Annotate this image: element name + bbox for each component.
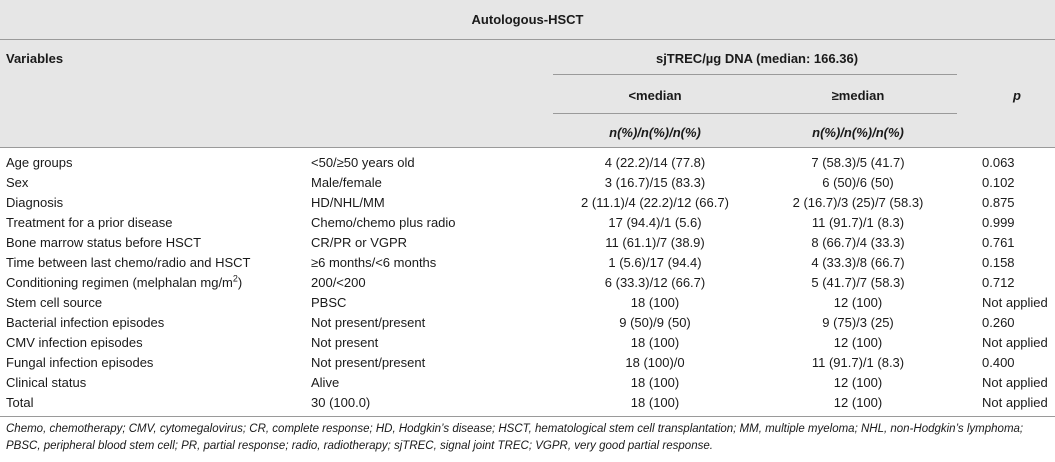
header-bottom-rule	[0, 147, 1055, 148]
cell-lt-median: 2 (11.1)/4 (22.2)/12 (66.7)	[581, 195, 729, 210]
header-group-rule	[553, 74, 957, 75]
cell-variable-text: Conditioning regimen (melphalan mg/m	[6, 275, 233, 290]
cell-ge-median: 12 (100)	[833, 375, 883, 390]
cell-ge-median: 9 (75)/3 (25)	[822, 315, 894, 330]
table-row	[0, 253, 1055, 273]
cell-lt-median: 18 (100)	[630, 375, 680, 390]
cell-category: ≥6 months/<6 months	[311, 255, 437, 270]
cell-ge-median: 11 (91.7)/1 (8.3)	[811, 215, 905, 230]
cell-category: Alive	[311, 375, 340, 390]
cell-category: PBSC	[311, 295, 347, 310]
cell-lt-median: 3 (16.7)/15 (83.3)	[604, 175, 706, 190]
cell-lt-median: 11 (61.1)/7 (38.9)	[605, 235, 705, 250]
cell-lt-median: 18 (100)	[630, 395, 680, 410]
cell-variable: Clinical status	[6, 375, 87, 390]
table-row	[0, 333, 1055, 353]
header-ge-median: ≥median	[831, 88, 885, 103]
cell-variable: Total	[6, 395, 34, 410]
cell-lt-median: 18 (100)	[630, 295, 680, 310]
cell-p: 0.875	[982, 195, 1015, 210]
table-title: Autologous-HSCT	[0, 0, 1055, 39]
cell-variable-end: )	[237, 275, 243, 290]
cell-category: HD/NHL/MM	[311, 195, 385, 210]
cell-ge-median: 2 (16.7)/3 (25)/7 (58.3)	[792, 195, 924, 210]
cell-category: <50/≥50 years old	[311, 155, 415, 170]
cell-variable: Sex	[6, 175, 29, 190]
cell-variable: Bacterial infection episodes	[6, 315, 165, 330]
table-row	[0, 353, 1055, 373]
cell-lt-median: 1 (5.6)/17 (94.4)	[608, 255, 702, 270]
header-lt-median: <median	[628, 88, 682, 103]
cell-p: 0.712	[982, 275, 1015, 290]
table-row	[0, 193, 1055, 213]
cell-p: 0.761	[982, 235, 1015, 250]
cell-lt-median: 9 (50)/9 (50)	[619, 315, 691, 330]
table-row	[0, 153, 1055, 173]
cell-lt-median: 18 (100)/0	[625, 355, 685, 370]
table-row	[0, 313, 1055, 333]
cell-variable: Fungal infection episodes	[6, 355, 154, 370]
header-p: p	[1013, 88, 1021, 103]
cell-variable: Stem cell source	[6, 295, 103, 310]
header-variables: Variables	[6, 51, 64, 66]
header-count-format-lt: n(%)/n(%)/n(%)	[609, 125, 701, 140]
cell-category: Not present	[311, 335, 379, 350]
cell-p: 0.999	[982, 215, 1015, 230]
cell-category: Chemo/chemo plus radio	[311, 215, 456, 230]
cell-lt-median: 17 (94.4)/1 (5.6)	[608, 215, 702, 230]
table-footnote: Chemo, chemotherapy; CMV, cytomegalovirus; CR, complete response; HD, Hodgkin’s disease; HSCT, hematological stem cell transplantation; MM, multiple myeloma; NHL, non-Hodgkin’s lymphoma; PBSC, peripheral blood stem cell; PR, partial response; radio, radiotherapy; sjTREC, signal joint TREC; VGPR, very good partial response.	[6, 423, 1024, 452]
header-sub-rule	[553, 113, 957, 114]
cell-p: Not applied	[982, 295, 1048, 310]
table-row	[0, 393, 1055, 413]
cell-ge-median: 6 (50)/6 (50)	[822, 175, 894, 190]
cell-ge-median: 12 (100)	[833, 395, 883, 410]
cell-variable: Time between last chemo/radio and HSCT	[6, 255, 251, 270]
cell-p: 0.400	[982, 355, 1015, 370]
cell-variable: Diagnosis	[6, 195, 64, 210]
table-bottom-rule	[0, 416, 1055, 417]
cell-variable	[6, 275, 242, 290]
cell-ge-median: 12 (100)	[833, 335, 883, 350]
header-group: sjTREC/µg DNA (median: 166.36)	[655, 51, 859, 66]
cell-variable: Age groups	[6, 155, 73, 170]
cell-ge-median: 11 (91.7)/1 (8.3)	[811, 355, 905, 370]
cell-category: Not present/present	[311, 355, 426, 370]
cell-ge-median: 12 (100)	[833, 295, 883, 310]
cell-category: 200/<200	[311, 275, 366, 290]
cell-variable: Bone marrow status before HSCT	[6, 235, 202, 250]
cell-category: CR/PR or VGPR	[311, 235, 408, 250]
cell-ge-median: 8 (66.7)/4 (33.3)	[811, 235, 905, 250]
cell-p: 0.063	[982, 155, 1015, 170]
cell-p: 0.260	[982, 315, 1015, 330]
cell-p: Not applied	[982, 335, 1048, 350]
cell-p: Not applied	[982, 395, 1048, 410]
cell-ge-median: 5 (41.7)/7 (58.3)	[811, 275, 905, 290]
table-row	[0, 173, 1055, 193]
table-header	[0, 39, 1055, 148]
cell-lt-median: 18 (100)	[630, 335, 680, 350]
cell-p: 0.102	[982, 175, 1015, 190]
cell-lt-median: 4 (22.2)/14 (77.8)	[604, 155, 706, 170]
cell-variable: CMV infection episodes	[6, 335, 143, 350]
cell-category: 30 (100.0)	[311, 395, 371, 410]
cell-ge-median: 4 (33.3)/8 (66.7)	[811, 255, 905, 270]
cell-category: Not present/present	[311, 315, 426, 330]
cell-ge-median: 7 (58.3)/5 (41.7)	[811, 155, 905, 170]
table-row	[0, 293, 1055, 313]
cell-category: Male/female	[311, 175, 382, 190]
table-row	[0, 273, 1055, 293]
cell-p: 0.158	[982, 255, 1015, 270]
table-row	[0, 373, 1055, 393]
table-row	[0, 233, 1055, 253]
cell-variable-superscript: 2	[232, 273, 238, 284]
header-count-format-ge: n(%)/n(%)/n(%)	[812, 125, 904, 140]
table-row	[0, 213, 1055, 233]
table-body	[0, 153, 1055, 413]
cell-lt-median: 6 (33.3)/12 (66.7)	[604, 275, 706, 290]
cell-variable: Treatment for a prior disease	[6, 215, 173, 230]
cell-p: Not applied	[982, 375, 1048, 390]
